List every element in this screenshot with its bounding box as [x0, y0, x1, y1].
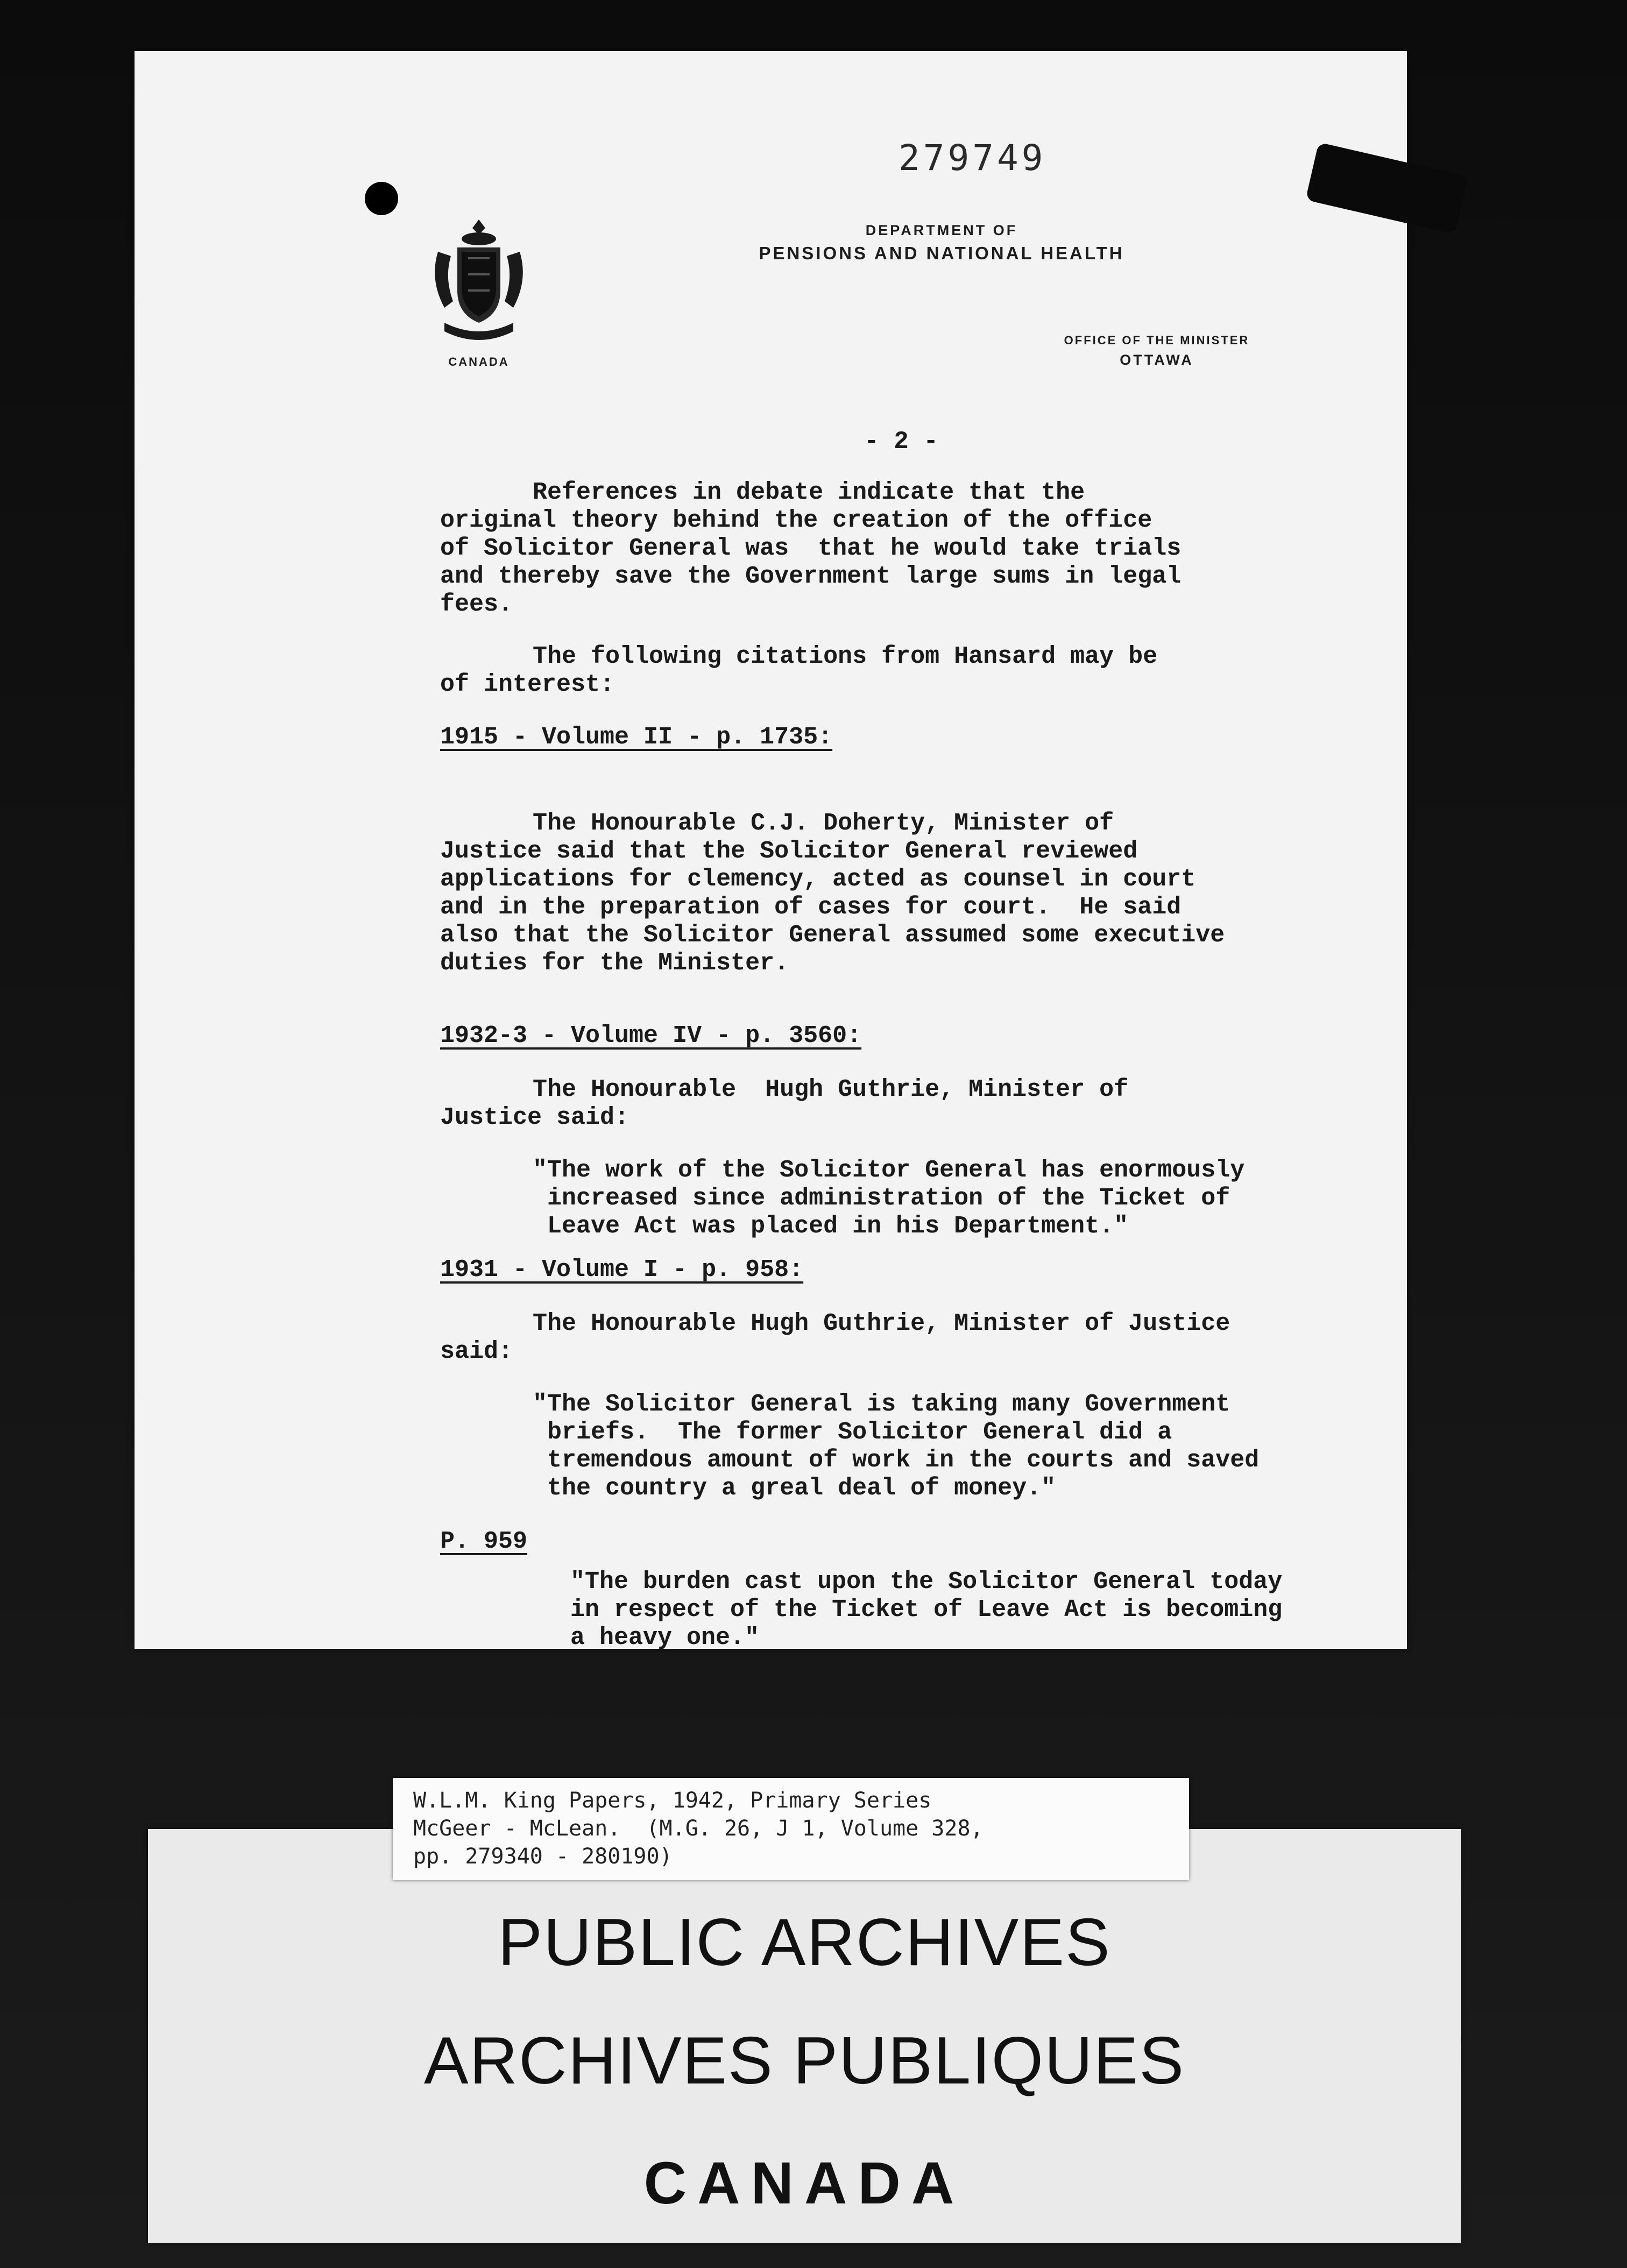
citation-heading: 1932-3 - Volume IV - p. 3560:	[440, 1022, 862, 1050]
intro-line: References in debate indicate that the	[533, 479, 1085, 506]
intro-line: and thereby save the Government large sums in legal	[440, 563, 1182, 590]
office-city: OTTAWA	[1120, 352, 1194, 368]
page-number: - 2 -	[864, 428, 939, 456]
archive-label-line: W.L.M. King Papers, 1942, Primary Series	[413, 1788, 932, 1813]
citations-intro-line: of interest:	[440, 671, 615, 698]
citation-quote-line: Leave Act was placed in his Department."	[533, 1213, 1129, 1240]
citation-body-line: The Honourable Hugh Guthrie, Minister of	[533, 1076, 1129, 1103]
citation-quote-line: in respect of the Ticket of Leave Act is becoming	[570, 1596, 1283, 1624]
citation-body-line: The Honourable C.J. Doherty, Minister of	[533, 810, 1114, 837]
citation-body-line: duties for the Minister.	[440, 949, 789, 977]
intro-line: original theory behind the creation of the office	[440, 507, 1152, 534]
citation-heading: P. 959	[440, 1528, 528, 1555]
citations-intro-line: The following citations from Hansard may be	[533, 643, 1158, 670]
archive-country: CANADA	[643, 2150, 965, 2216]
citation-body-line: Justice said:	[440, 1104, 629, 1131]
citation-body-line: and in the preparation of cases for court. He said	[440, 894, 1182, 921]
archive-label-card	[393, 1778, 1189, 1880]
citation-body-line: also that the Solicitor General assumed some executive	[440, 922, 1225, 949]
coat-of-arms-icon	[425, 215, 533, 350]
citation-body-line: said:	[440, 1338, 513, 1365]
department-name: PENSIONS AND NATIONAL HEALTH	[759, 243, 1124, 263]
citation-quote-line: the country a greal deal of money."	[533, 1475, 1056, 1502]
archive-title-english: PUBLIC ARCHIVES	[498, 1905, 1111, 1980]
punch-hole	[365, 182, 398, 215]
citation-body-line: applications for clemency, acted as counsel in court	[440, 866, 1196, 893]
intro-line: fees.	[440, 591, 513, 618]
citation-quote-line: "The work of the Solicitor General has enormously	[533, 1157, 1245, 1184]
letter-page	[135, 51, 1407, 1652]
citation-body-line: Justice said that the Solicitor General reviewed	[440, 838, 1138, 865]
department-header	[673, 222, 1211, 264]
archive-label-line: pp. 279340 - 280190)	[413, 1844, 673, 1869]
citation-quote-line: a heavy one."	[570, 1624, 760, 1652]
citation-quote-line: briefs. The former Solicitor General did a	[533, 1419, 1172, 1446]
citation-quote-line: tremendous amount of work in the courts and saved	[533, 1447, 1260, 1474]
citation-heading: 1931 - Volume I - p. 958:	[440, 1256, 804, 1284]
office-header	[1022, 334, 1291, 368]
intro-line: of Solicitor General was that he would take trials	[440, 535, 1182, 562]
archive-label-line: McGeer - McLean. (M.G. 26, J 1, Volume 328,	[413, 1816, 984, 1841]
citation-quote-line: "The burden cast upon the Solicitor General today	[570, 1568, 1283, 1596]
citation-heading: 1915 - Volume II - p. 1735:	[440, 724, 833, 751]
office-line: OFFICE OF THE MINISTER	[1064, 334, 1250, 347]
citation-quote-line: "The Solicitor General is taking many Government	[533, 1391, 1230, 1418]
archive-board	[148, 1829, 1461, 2243]
citation-quote-line: increased since administration of the Ticket of	[533, 1185, 1230, 1212]
citation-body-line: The Honourable Hugh Guthrie, Minister of Justice	[533, 1310, 1230, 1337]
document-number: 279749	[899, 137, 1046, 179]
department-line: DEPARTMENT OF	[865, 222, 1018, 238]
archive-title-french: ARCHIVES PUBLIQUES	[423, 2024, 1185, 2098]
crest-caption: CANADA	[448, 355, 510, 368]
